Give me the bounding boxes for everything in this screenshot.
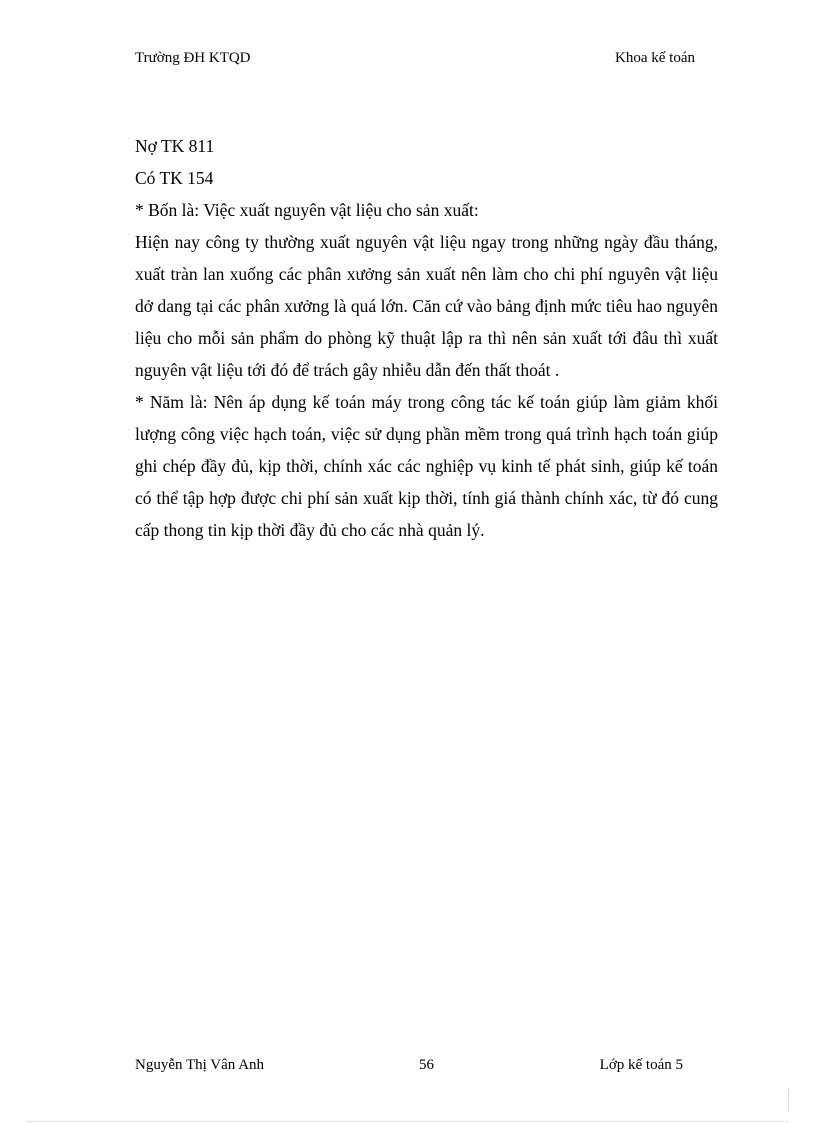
credit-line: Có TK 154: [135, 168, 214, 188]
page-number: 56: [419, 1057, 434, 1073]
header-school: Trường ĐH KTQD: [135, 50, 251, 66]
page-header: [135, 50, 695, 70]
footer-class: Lớp kế toán 5: [599, 1057, 683, 1073]
page-body: [135, 130, 718, 546]
header-faculty: Khoa kế toán: [615, 50, 695, 66]
footer-author: Nguyễn Thị Vân Anh: [135, 1057, 265, 1073]
page-edge-right: [788, 1088, 790, 1112]
debit-line: Nợ TK 811: [135, 136, 215, 156]
point-five-paragraph: * Năm là: Nên áp dụng kế toán máy trong công tác kế toán giúp làm giảm khối lượng công việc hạch toán, việc sử dụng phần mềm trong quá trình hạch toán giúp ghi chép đầy đủ, kịp thời, chính xác các nghiệp vụ kinh tế phát sinh, giúp kế toán có thể tập hợp được chi phí sản xuất kịp thời, tính giá thành chính xác, từ đó cung cấp thong tin kịp thời đầy đủ cho các nhà quản lý.: [135, 392, 718, 540]
page-footer: [135, 1057, 683, 1077]
point-four-heading: * Bốn là: Việc xuất nguyên vật liệu cho sản xuất:: [135, 200, 479, 220]
point-four-paragraph: Hiện nay công ty thường xuất nguyên vật liệu ngay trong những ngày đầu tháng, xuất tràn lan xuống các phân xưởng sản xuất nên làm cho chi phí nguyên vật liệu dở dang tại các phân xưởng là quá lớn. Căn cứ vào bảng định mức tiêu hao nguyên liệu cho mỗi sản phẩm do phòng kỹ thuật lập ra thì nên sản xuất tới đâu thì xuất nguyên vật liệu tới đó để trách gây nhiễu dẫn đến thất thoát .: [135, 232, 718, 380]
